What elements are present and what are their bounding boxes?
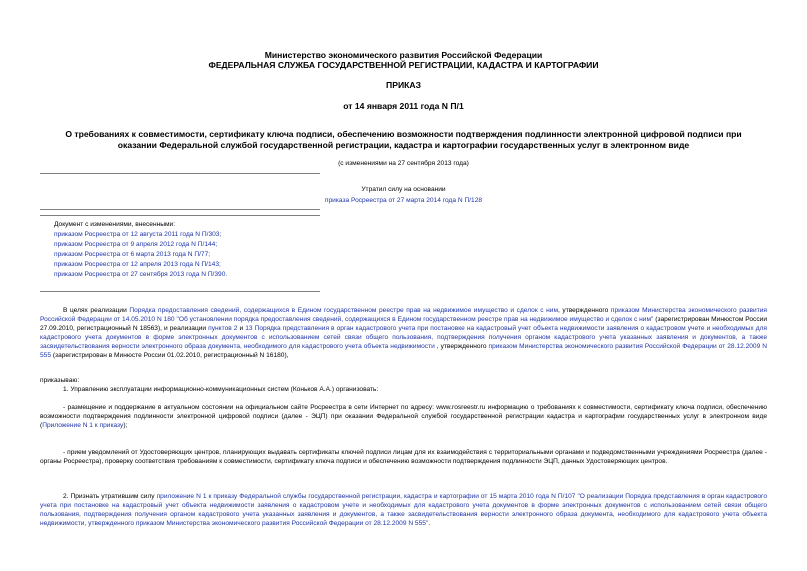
service-name: ФЕДЕРАЛЬНАЯ СЛУЖБА ГОСУДАРСТВЕННОЙ РЕГИСТРАЦИИ, КАДАСТРА И КАРТОГРАФИИ [208,60,599,70]
preamble-link-clause-2[interactable]: пунктов 2 [208,324,238,332]
item-1-a-text: ); [123,421,128,429]
amendment-link[interactable]: приказом Росреестра от 27 сентября 2013 года N П/390. [54,271,228,279]
amendment-link[interactable]: приказом Росреестра от 12 августа 2011 года N П/303; [54,231,222,239]
amendments-list [54,220,454,281]
separator-line [40,209,320,210]
item-2-text: . [428,519,431,527]
separator-line [40,215,320,216]
preamble-link-order-555[interactable]: приказом Министерства экономического развития Российской Федерации от 28.12.2009 N 555 [40,342,767,359]
preamble-text: и [237,324,246,332]
lost-force-label: Утратил силу на основании [361,186,446,193]
document-date: от 14 января 2011 года N П/1 [343,101,464,111]
separator-line [40,173,320,174]
ministry-name: Министерство экономического развития Российской Федерации [264,50,543,60]
item-1-a-text: - размещение и поддержание в актуальном состоянии на официальном сайте Росреестра в сети Интернет по адресу: www.rosreestr.ru информацию о требованиях к совместимости, сертификату ключа подписи, обеспечению возможности подтверждения подлинности электронной цифровой подписи (далее - ЭЦП) при оказании Федеральной службой государственной регистрации кадастра и картографии государственных услуг в электронном виде ( [40,404,767,429]
item-1-b: - прием уведомлений от Удостоверяющих центров, планирующих выдавать сертификаты ключей подписи лицам для их взаимодействия с территориальными органами и подведомственными учреждениями Росреестра (далее - органы Росреестра), проверку соответствия требованиям к совместимости, сертификату ключа подписи и обеспечению возможности подтверждения подлинности ЭЦП, данных Удостоверяющих центров. [40,449,767,465]
amendment-link[interactable]: приказом Росреестра от 12 апреля 2013 года N П/143; [54,261,221,269]
preamble-text: (зарегистрирован в Минюсте России 01.02.2010, регистрационный N 16180), [51,351,289,359]
document-title-line-1: О требованиях к совместимости, сертификату ключа подписи, обеспечению возможности подтверждения подлинности электронной цифровой подписи при [65,129,742,139]
appendix-1-link[interactable]: Приложение N 1 к приказу [42,421,124,429]
item-1-a [40,404,767,431]
document-type: ПРИКАЗ [386,80,421,90]
preamble-text: , утвержденного [558,307,611,314]
changes-note: (с изменениями на 27 сентября 2013 года) [338,160,469,167]
amendment-link[interactable]: приказом Росреестра от 6 марта 2013 года N П/77; [54,251,211,259]
preamble-link-clause-13[interactable]: 13 Порядка представления в орган кадастрового учета при постановке на кадастровый учет объекта недвижимости заявления о кадастровом учете и необходимых для кадастрового учета документов в форме электронных документов с использованием сетей связи общего пользования, подтверждения получения органом кадастрового учета указанных заявления и документов, а также засвидетельствования верности электронного образа документа, необходимого для кадастрового учета объекта недвижимости [40,324,767,350]
document-title-line-2: оказании Федеральной службой государственной регистрации, кадастра и картографии государственных услуг в электронном виде [117,140,690,150]
item-2-link-order-107[interactable]: приложение N 1 к приказу Федеральной службы государственной регистрации, кадастра и картографии от 15 марта 2010 года N П/107 "О реализации Порядка представления в орган кадастрового учета при постановке на кадастровый учет объекта недвижимости заявления о кадастровом учете и необходимых для кадастрового учета документов в форме электронных документов с использованием сетей связи общего пользования, подтверждения получения органом кадастрового учета указанных заявления и документов, а также засвидетельствования верности электронного образа документа, необходимого для кадастрового учета объекта недвижимости, утвержденного приказом Министерства экономического развития Российской Федерации от 28.12.2009 N 555" [40,493,767,527]
preamble-text: (зарегистрирован Минюстом России 27.09.2010, регистрационный N 18563), и реализации [40,315,767,332]
item-2 [40,493,767,529]
item-2-text: 2. Признать утратившим силу [63,493,157,500]
preamble-paragraph [40,307,767,360]
lost-force-link[interactable]: приказа Росреестра от 27 марта 2014 года N П/128 [324,197,483,204]
amendment-link[interactable]: приказом Росреестра от 9 апреля 2012 года N П/144; [54,241,218,249]
preamble-link-procedure[interactable]: Порядка предоставления сведений, содержащихся в Едином государственном реестре прав на недвижимое имущество и сделок с ним [129,307,559,314]
preamble-text: В целях реализации [63,307,130,314]
amendments-heading: Документ с изменениями, внесенными: [54,221,176,228]
item-1: 1. Управлению эксплуатации информационно-коммуникационных систем (Коньков А.А.) организовать: [63,386,379,393]
preamble-link-order-180[interactable]: приказом Министерства экономического развития Российской Федерации от 14.05.2010 N 180 "Об установлении порядка предоставления сведений, содержащихся в Едином государственном реестре прав на недвижимое имущество и сделок с ним" [40,307,767,323]
order-word: приказываю: [40,377,80,384]
separator-line [40,291,320,292]
preamble-text: , утвержденного [434,342,489,350]
